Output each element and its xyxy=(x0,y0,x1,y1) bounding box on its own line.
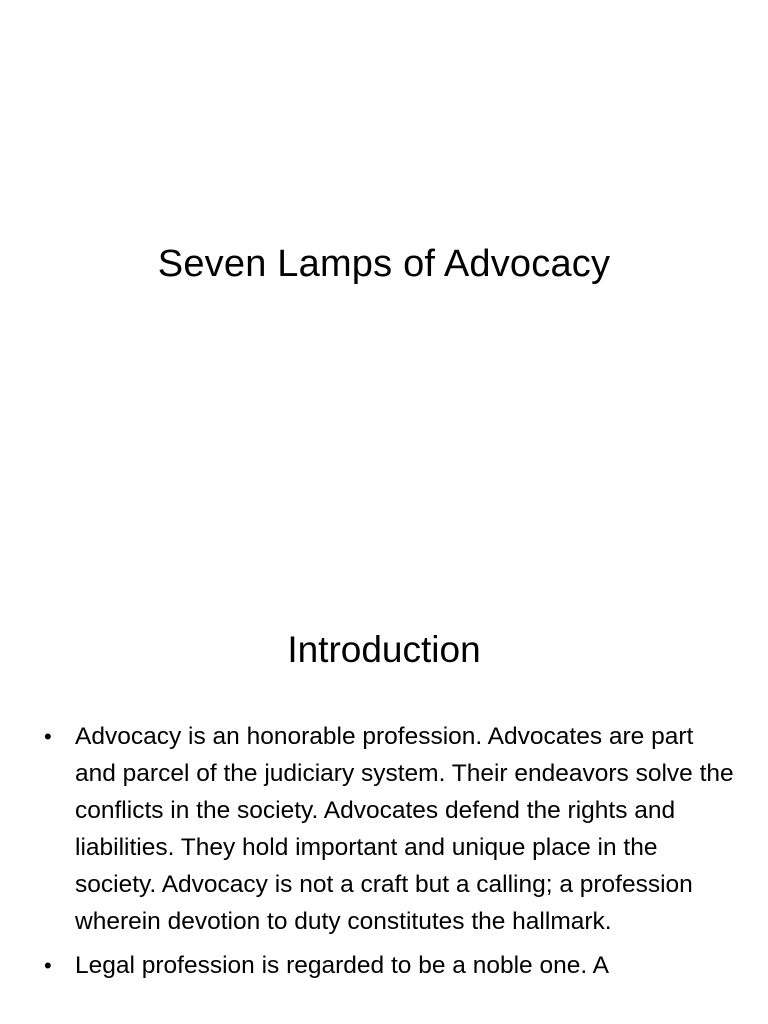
bullet-text: Legal profession is regarded to be a noble one. A xyxy=(75,952,609,979)
bullet-item xyxy=(44,718,734,940)
presentation-title: Seven Lamps of Advocacy xyxy=(157,243,611,285)
slide-introduction xyxy=(0,576,768,1024)
bullet-icon: • xyxy=(44,953,52,978)
bullet-icon: • xyxy=(44,724,52,749)
bullet-item xyxy=(44,947,734,984)
bullet-list xyxy=(44,718,734,991)
section-title: Introduction xyxy=(287,629,481,670)
bullet-text: Advocacy is an honorable profession. Advocates are part and parcel of the judiciary system. Their endeavors solve the conflicts in the society. Advocates defend the rights and liabilities. They hold important and unique place in the society. Advocacy is not a craft but a calling; a profession wherein devotion to duty constitutes the hallmark. xyxy=(75,723,734,935)
